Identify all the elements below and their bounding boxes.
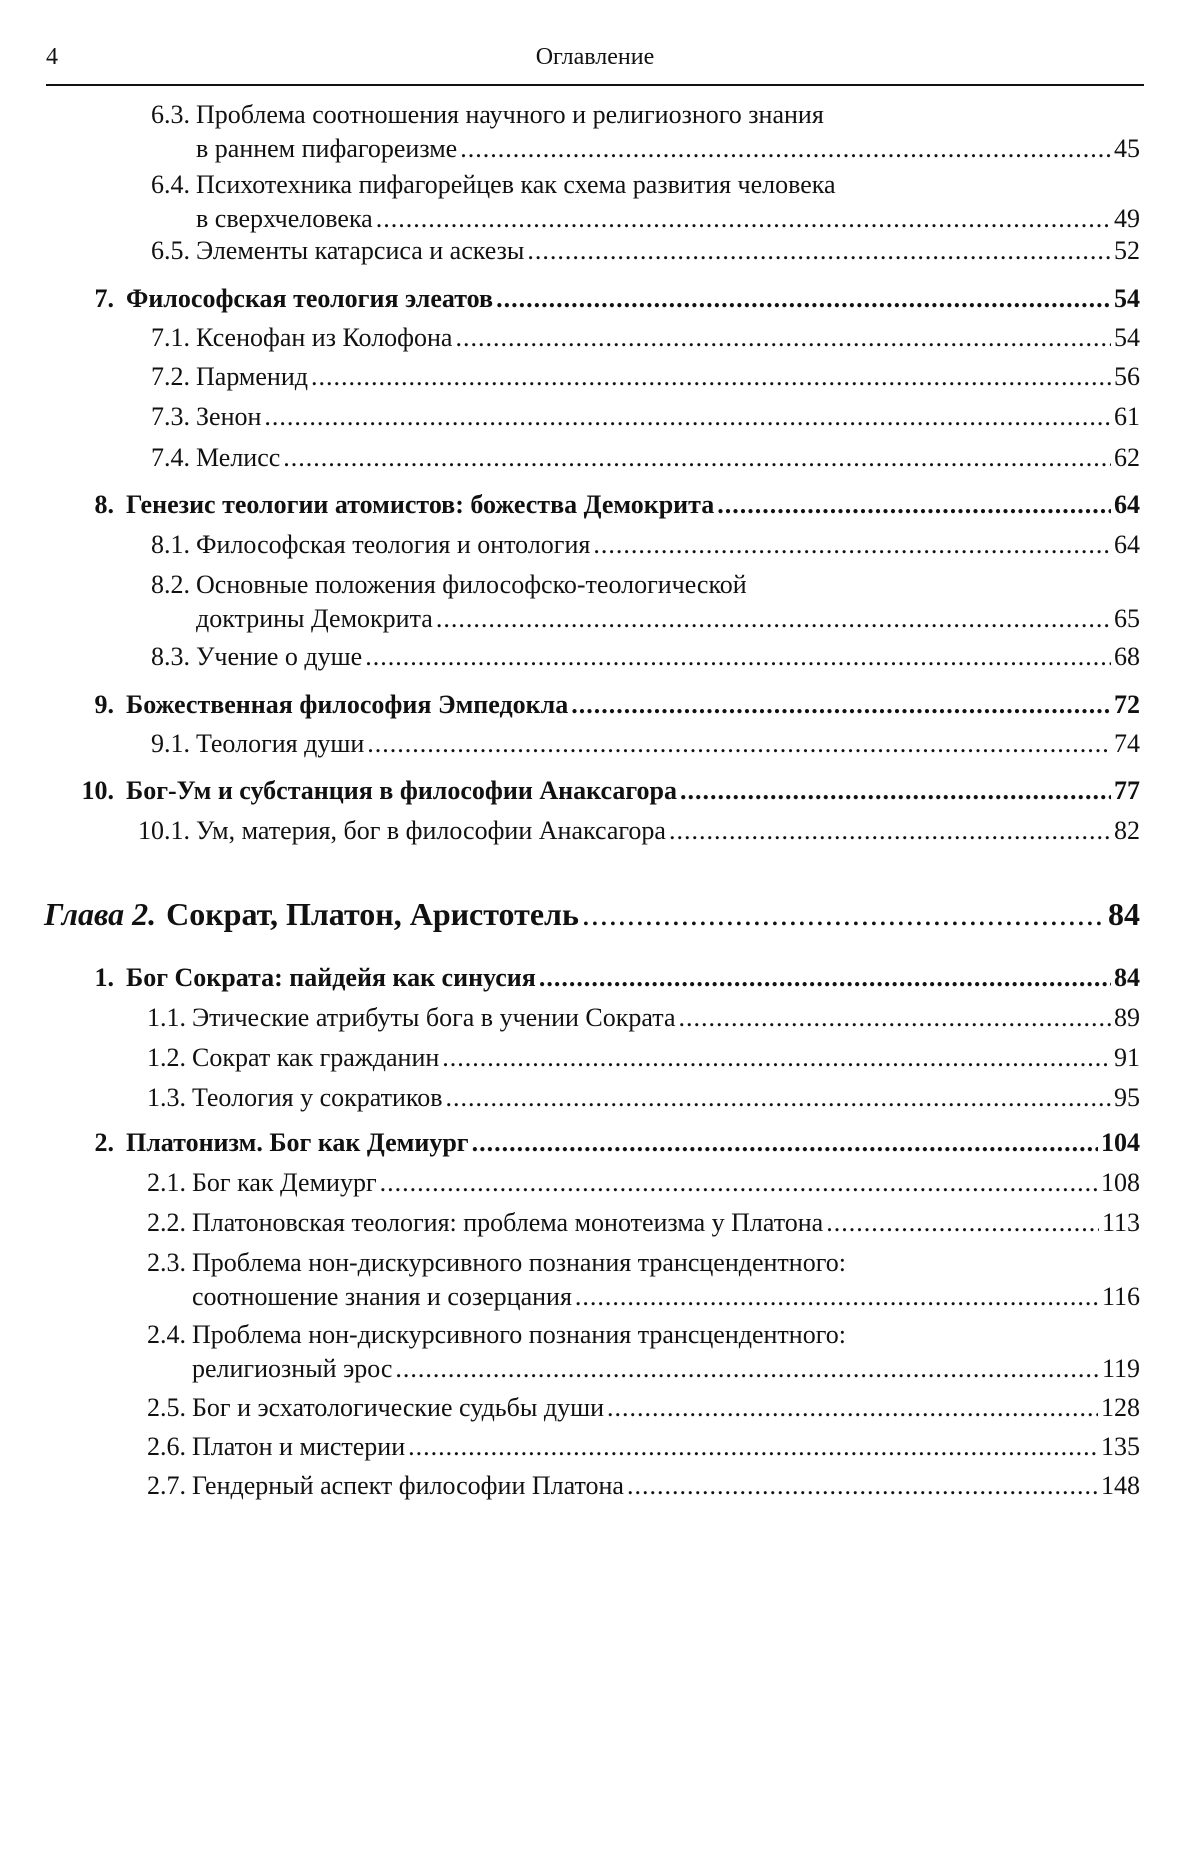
toc-entry-9-1[interactable]	[151, 729, 1140, 759]
page-ref: 148	[1101, 1471, 1140, 1500]
chapter-title: Сократ, Платон, Аристотель	[166, 896, 579, 932]
dot-leader	[460, 134, 1111, 164]
page-ref: 68	[1114, 642, 1140, 671]
dot-leader	[283, 443, 1111, 473]
dot-leader	[669, 816, 1111, 846]
section-number: 6.5.	[151, 236, 190, 265]
page-ref: 95	[1114, 1083, 1140, 1112]
toc-entry-7-2[interactable]	[151, 362, 1140, 392]
section-title: Философская теология элеатов	[126, 284, 494, 313]
toc-chapter-2[interactable]	[44, 896, 1140, 933]
dot-leader	[680, 776, 1111, 806]
toc-entry-2-3[interactable]	[147, 1248, 1140, 1312]
section-title: Гендерный аспект философии Платона	[192, 1471, 624, 1500]
dot-leader	[496, 284, 1111, 314]
page-ref: 56	[1114, 362, 1140, 391]
page-ref: 62	[1114, 443, 1140, 472]
dot-leader	[436, 604, 1111, 634]
section-title-line-1: Проблема соотношения научного и религиозного знания	[196, 100, 824, 129]
running-title: Оглавление	[535, 44, 655, 70]
dot-leader	[455, 323, 1111, 353]
section-title-line-2: доктрины Демокрита	[196, 604, 433, 633]
dot-leader	[582, 896, 1105, 933]
page-ref: 82	[1114, 816, 1140, 845]
toc-entry-1-3[interactable]	[147, 1083, 1140, 1113]
page-ref: 54	[1114, 323, 1140, 352]
section-number: 2.	[94, 1128, 114, 1157]
section-number: 2.4.	[147, 1320, 186, 1349]
toc-entry-10[interactable]	[81, 776, 1140, 806]
section-title-line-1: Проблема нон-дискурсивного познания трансцендентного:	[192, 1320, 846, 1349]
page-ref: 135	[1101, 1432, 1140, 1461]
dot-leader	[527, 236, 1111, 266]
toc-entry-2-2[interactable]	[147, 1208, 1140, 1238]
toc-entry-1-2[interactable]	[147, 1043, 1140, 1073]
dot-leader	[593, 530, 1111, 560]
section-title: Бог как Демиург	[192, 1168, 377, 1197]
toc-entry-6-5[interactable]	[151, 236, 1140, 266]
toc-entry-7-4[interactable]	[151, 443, 1140, 473]
toc-entry-6-4[interactable]	[151, 170, 1140, 234]
section-number: 1.1.	[147, 1003, 186, 1032]
dot-leader	[679, 1003, 1112, 1033]
section-title: Ксенофан из Колофона	[196, 323, 453, 352]
dot-leader	[717, 490, 1111, 520]
page-number: 4	[46, 44, 58, 70]
page-ref: 64	[1114, 530, 1140, 559]
section-title: Теология у сократиков	[192, 1083, 443, 1112]
section-title-line-2: религиозный эрос	[192, 1354, 393, 1383]
section-number: 6.4.	[151, 170, 190, 199]
dot-leader	[539, 963, 1111, 993]
section-title: Бог Сократа: пайдейя как синусия	[126, 963, 536, 992]
section-title: Платон и мистерии	[192, 1432, 406, 1461]
page-ref: 104	[1101, 1128, 1140, 1157]
dot-leader	[380, 1168, 1098, 1198]
section-title-line-2: в раннем пифагореизме	[196, 134, 458, 163]
section-number: 7.1.	[151, 323, 190, 352]
section-title: Божественная философия Эмпедокла	[126, 690, 569, 719]
dot-leader	[442, 1043, 1111, 1073]
toc-entry-8[interactable]	[94, 490, 1140, 520]
section-title: Теология души	[196, 729, 365, 758]
section-number: 2.5.	[147, 1393, 186, 1422]
section-title-line-2: соотношение знания и созерцания	[192, 1282, 572, 1311]
page-ref: 72	[1114, 690, 1140, 719]
section-number: 1.	[94, 963, 114, 992]
section-title: Бог и эсхатологические судьбы души	[192, 1393, 605, 1422]
toc-entry-7-1[interactable]	[151, 323, 1140, 353]
page-ref: 61	[1114, 402, 1140, 431]
toc-entry-2-5[interactable]	[147, 1393, 1140, 1423]
section-number: 8.3.	[151, 642, 190, 671]
toc-entry-2-4[interactable]	[147, 1320, 1140, 1384]
toc-entry-2-6[interactable]	[147, 1432, 1140, 1462]
section-number: 7.3.	[151, 402, 190, 431]
page-ref: 84	[1114, 963, 1140, 992]
page-ref: 89	[1114, 1003, 1140, 1032]
section-title-line-2: в сверхчеловека	[196, 204, 373, 233]
section-title: Платоновская теология: проблема монотеизма у Платона	[192, 1208, 824, 1237]
section-title: Элементы катарсиса и аскезы	[196, 236, 525, 265]
section-title: Платонизм. Бог как Демиург	[126, 1128, 469, 1157]
section-number: 8.	[94, 490, 114, 519]
page-ref: 119	[1101, 1354, 1140, 1383]
toc-entry-9[interactable]	[94, 690, 1140, 720]
section-title: Сократ как гражданин	[192, 1043, 440, 1072]
section-title-line-1: Психотехника пифагорейцев как схема развития человека	[196, 170, 836, 199]
section-number: 10.	[81, 776, 114, 805]
dot-leader	[264, 402, 1111, 432]
dot-leader	[367, 729, 1111, 759]
section-number: 1.2.	[147, 1043, 186, 1072]
section-number: 7.2.	[151, 362, 190, 391]
section-number: 9.	[94, 690, 114, 719]
page-ref: 54	[1114, 284, 1140, 313]
dot-leader	[575, 1282, 1099, 1312]
section-number: 1.3.	[147, 1083, 186, 1112]
page-ref: 45	[1114, 134, 1140, 163]
section-number: 2.7.	[147, 1471, 186, 1500]
dot-leader	[365, 642, 1111, 672]
section-number: 2.2.	[147, 1208, 186, 1237]
page-ref: 64	[1114, 490, 1140, 519]
section-number: 2.1.	[147, 1168, 186, 1197]
section-number: 6.3.	[151, 100, 190, 129]
toc-entry-8-1[interactable]	[151, 530, 1140, 560]
section-title: Мелисс	[196, 443, 281, 472]
toc-entry-7[interactable]	[94, 284, 1140, 314]
dot-leader	[395, 1354, 1099, 1384]
toc-entry-8-3[interactable]	[151, 642, 1140, 672]
section-number: 2.6.	[147, 1432, 186, 1461]
section-title-line-1: Проблема нон-дискурсивного познания трансцендентного:	[192, 1248, 846, 1277]
page-ref: 108	[1101, 1168, 1140, 1197]
section-title: Ум, материя, бог в философии Анаксагора	[196, 816, 666, 845]
toc-entry-2-7[interactable]	[147, 1471, 1140, 1501]
page-ref: 91	[1114, 1043, 1140, 1072]
dot-leader	[472, 1128, 1098, 1158]
dot-leader	[607, 1393, 1098, 1423]
section-title: Парменид	[196, 362, 308, 391]
toc-entry-1[interactable]	[94, 963, 1140, 993]
page-ref: 128	[1101, 1393, 1140, 1422]
page-ref: 49	[1114, 204, 1140, 233]
section-number: 7.	[94, 284, 114, 313]
toc-entry-2[interactable]	[94, 1128, 1140, 1158]
page-ref: 84	[1108, 896, 1140, 932]
section-number: 10.1.	[138, 816, 190, 845]
dot-leader	[408, 1432, 1098, 1462]
toc-entry-7-3[interactable]	[151, 402, 1140, 432]
section-number: 8.1.	[151, 530, 190, 559]
dot-leader	[376, 204, 1111, 234]
section-title: Философская теология и онтология	[196, 530, 591, 559]
section-number: 8.2.	[151, 570, 190, 599]
section-title: Бог-Ум и субстанция в философии Анаксагора	[126, 776, 677, 805]
toc-entry-2-1[interactable]	[147, 1168, 1140, 1198]
dot-leader	[571, 690, 1111, 720]
section-number: 2.3.	[147, 1248, 186, 1277]
section-title: Учение о душе	[196, 642, 363, 671]
page-ref: 113	[1101, 1208, 1140, 1237]
section-title: Этические атрибуты бога в учении Сократа	[192, 1003, 676, 1032]
dot-leader	[627, 1471, 1098, 1501]
dot-leader	[826, 1208, 1099, 1238]
toc-entry-8-2[interactable]	[151, 570, 1140, 634]
page-ref: 74	[1114, 729, 1140, 758]
section-number: 9.1.	[151, 729, 190, 758]
chapter-label: Глава 2.	[44, 896, 157, 932]
section-title: Генезис теологии атомистов: божества Демокрита	[126, 490, 715, 519]
page-ref: 65	[1114, 604, 1140, 633]
page-ref: 116	[1101, 1282, 1140, 1311]
toc-entry-10-1[interactable]	[138, 816, 1140, 846]
dot-leader	[311, 362, 1111, 392]
section-number: 7.4.	[151, 443, 190, 472]
section-title: Зенон	[196, 402, 262, 431]
dot-leader	[446, 1083, 1111, 1113]
toc-entry-6-3[interactable]	[151, 100, 1140, 164]
section-title-line-1: Основные положения философско-теологической	[196, 570, 747, 599]
toc-entry-1-1[interactable]	[147, 1003, 1140, 1033]
page-ref: 52	[1114, 236, 1140, 265]
page-ref: 77	[1114, 776, 1140, 805]
